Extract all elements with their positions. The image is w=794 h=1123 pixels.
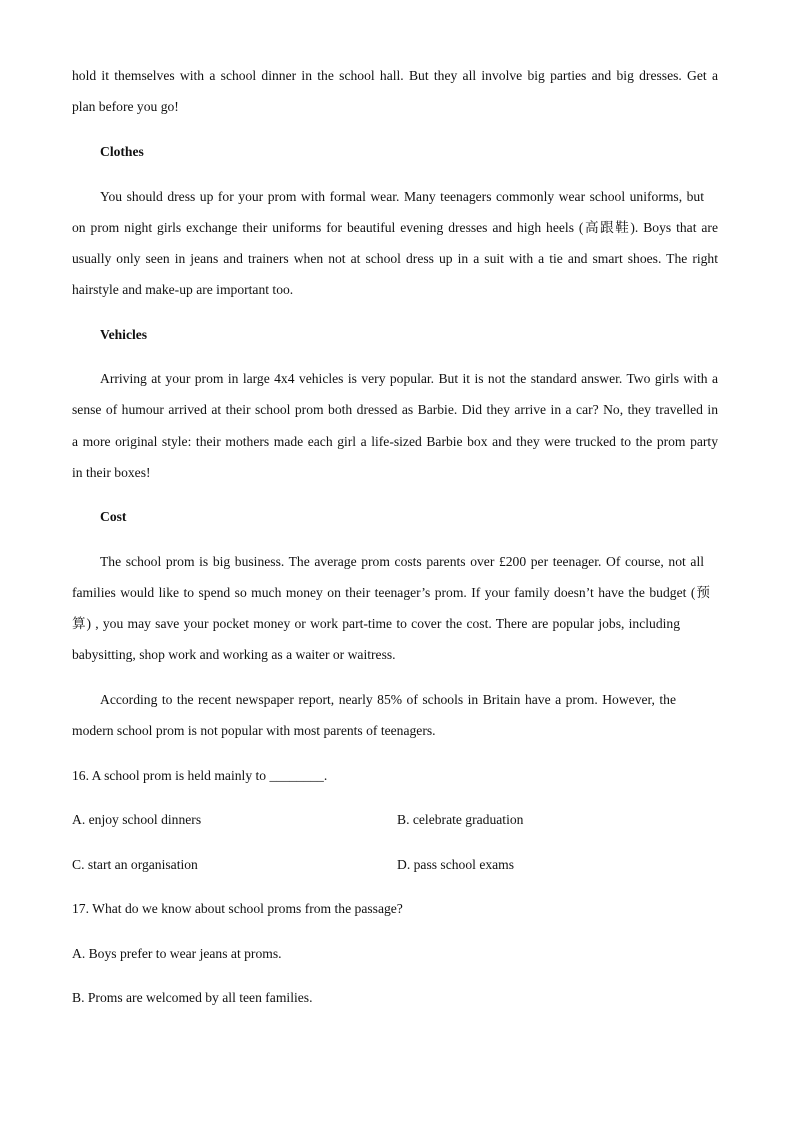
question-16-option-b: B. celebrate graduation: [397, 812, 524, 827]
question-16-option-c: C. start an organisation: [72, 857, 198, 872]
vehicles-line-1: Arriving at your prom in large 4x4 vehicles is very popular. But it is not the standard answer. Two girls with a: [100, 371, 718, 386]
cost-line-3: 算) , you may save your pocket money or work part-time to cover the cost. There are popular jobs, including: [72, 616, 680, 631]
clothes-line-3: usually only seen in jeans and trainers when not at school dress up in a suit with a tie and smart shoes. The right: [72, 251, 718, 266]
closing-line-1: According to the recent newspaper report, nearly 85% of schools in Britain have a prom. However, the: [100, 692, 676, 707]
cost-heading: Cost: [100, 509, 127, 524]
clothes-line-4: hairstyle and make-up are important too.: [72, 282, 294, 297]
question-16-option-a: A. enjoy school dinners: [72, 812, 202, 827]
closing-line-2: modern school prom is not popular with most parents of teenagers.: [72, 723, 436, 738]
vehicles-heading: Vehicles: [100, 327, 148, 342]
question-16-option-d: D. pass school exams: [397, 857, 515, 872]
cost-line-1: The school prom is big business. The average prom costs parents over £200 per teenager. Of course, not all: [100, 554, 704, 569]
clothes-heading: Clothes: [100, 144, 144, 159]
intro-line-1: hold it themselves with a school dinner in the school hall. But they all involve big parties and big dresses. Get a: [72, 68, 718, 83]
clothes-line-1: You should dress up for your prom with formal wear. Many teenagers commonly wear school uniforms, but: [100, 189, 704, 204]
intro-line-2: plan before you go!: [72, 99, 179, 114]
vehicles-line-2: sense of humour arrived at their school prom both dressed as Barbie. Did they arrive in a car? No, they travelled in: [72, 402, 718, 417]
question-17-option-b: B. Proms are welcomed by all teen families.: [72, 990, 313, 1005]
question-16-stem: 16. A school prom is held mainly to ________.: [72, 768, 328, 783]
clothes-line-2: on prom night girls exchange their uniforms for beautiful evening dresses and high heels (高跟鞋). Boys that are: [72, 220, 718, 235]
question-17-stem: 17. What do we know about school proms from the passage?: [72, 901, 403, 916]
vehicles-line-3: a more original style: their mothers made each girl a life-sized Barbie box and they were trucked to the prom party: [72, 434, 718, 449]
cost-line-4: babysitting, shop work and working as a waiter or waitress.: [72, 647, 396, 662]
cost-line-2: families would like to spend so much money on their teenager’s prom. If your family doesn’t have the budget (预: [72, 585, 710, 600]
vehicles-line-4: in their boxes!: [72, 465, 151, 480]
question-17-option-a: A. Boys prefer to wear jeans at proms.: [72, 946, 282, 961]
